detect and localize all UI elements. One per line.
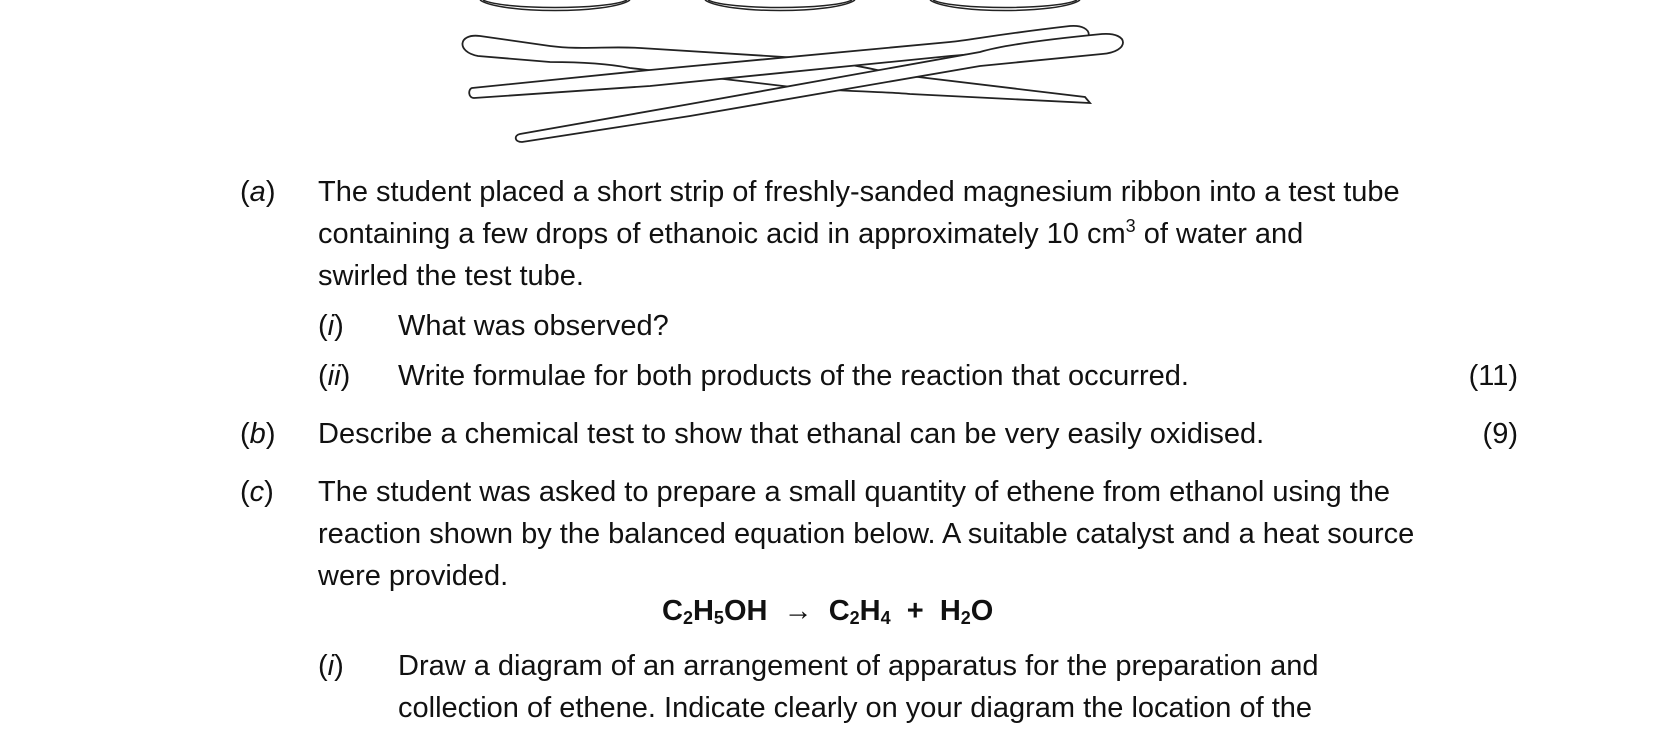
balanced-equation: $C_2H_5OH \to C_2H_4 + H_2O$ xyxy=(662,595,994,628)
part-c-i-line1: Draw a diagram of an arrangement of apparatus for the preparation and xyxy=(398,650,1319,682)
part-c-i-line2: collection of ethene. Indicate clearly on your diagram the location of the xyxy=(398,692,1313,724)
part-c-line1: The student was asked to prepare a small quantity of ethene from ethanol using the xyxy=(318,476,1391,508)
part-c-line3: were provided. xyxy=(318,560,509,592)
part-b-text: Describe a chemical test to show that ethanal can be very easily oxidised. xyxy=(318,418,1265,450)
reaction-arrow: → xyxy=(783,595,813,627)
part-a-i-label: (i) xyxy=(318,310,344,342)
part-a-ii-label: (ii) xyxy=(318,360,351,392)
part-a-ii-text: Write formulae for both products of the reaction that occurred. xyxy=(398,360,1189,392)
part-a-i-text: What was observed? xyxy=(398,310,669,342)
part-a-marks: (11) xyxy=(1468,360,1518,392)
dish-bottoms xyxy=(480,0,1080,11)
part-b-marks: (9) xyxy=(1482,418,1518,450)
part-a-line3: swirled the test tube. xyxy=(318,260,584,292)
part-a-line1: The student placed a short strip of freshly-sanded magnesium ribbon into a test tube xyxy=(318,176,1400,208)
part-c-label: (c) xyxy=(240,476,274,508)
part-a-label: (a) xyxy=(240,176,276,208)
pipettes-illustration xyxy=(440,0,1200,160)
part-c-i-label: (i) xyxy=(318,650,344,682)
part-b-label: (b) xyxy=(240,418,276,450)
part-c-line2: reaction shown by the balanced equation below. A suitable catalyst and a heat source xyxy=(318,518,1415,550)
part-a-line2: containing a few drops of ethanoic acid in approximately 10 $cm^3$ of water and xyxy=(318,216,1304,250)
